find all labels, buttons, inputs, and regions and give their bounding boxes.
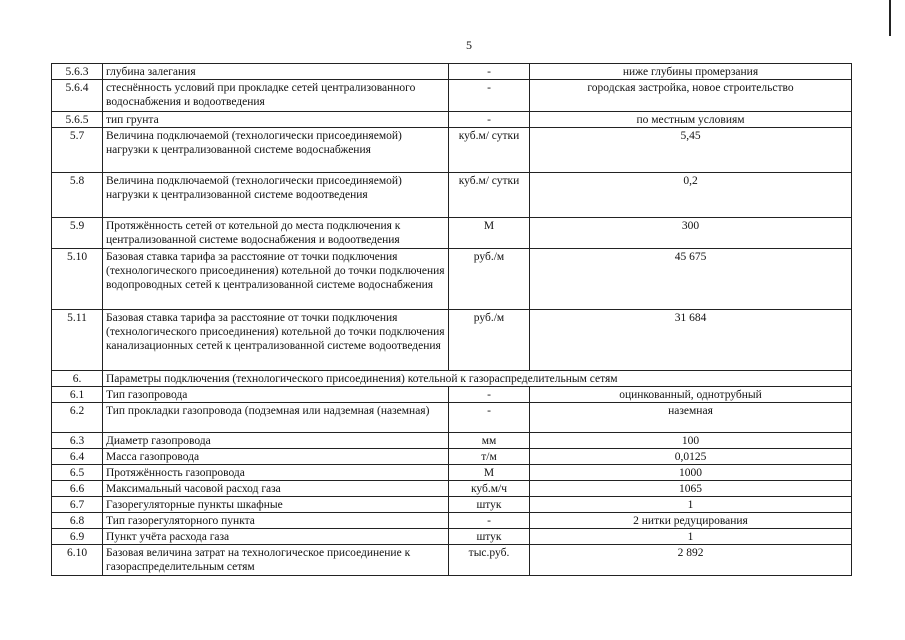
table-row xyxy=(52,310,852,371)
row-value: 2 нитки редуцирования xyxy=(530,513,852,529)
row-unit: руб./м xyxy=(449,249,530,310)
table-row xyxy=(52,112,852,128)
row-unit: тыс.руб. xyxy=(449,545,530,576)
table-row xyxy=(52,387,852,403)
row-number: 6.10 xyxy=(52,545,103,576)
row-value: 1000 xyxy=(530,465,852,481)
scan-edge-line xyxy=(889,0,891,36)
page-number: 5 xyxy=(466,38,472,52)
table-row xyxy=(52,529,852,545)
row-value: 300 xyxy=(530,218,852,249)
row-value: 1065 xyxy=(530,481,852,497)
row-parameter: Тип газорегуляторного пункта xyxy=(103,513,449,529)
table-row xyxy=(52,545,852,576)
row-unit: - xyxy=(449,80,530,112)
table-section-row xyxy=(52,371,852,387)
table-row xyxy=(52,449,852,465)
row-unit: - xyxy=(449,112,530,128)
row-unit: - xyxy=(449,64,530,80)
row-number: 5.6.4 xyxy=(52,80,103,112)
row-value: по местным условиям xyxy=(530,112,852,128)
parameters-table xyxy=(51,63,852,576)
row-parameter: Величина подключаемой (технологически присоединяемой) нагрузки к централизованной системе водоснабжения xyxy=(103,128,449,173)
row-number: 5.11 xyxy=(52,310,103,371)
row-unit: куб.м/ сутки xyxy=(449,128,530,173)
row-number: 6.3 xyxy=(52,433,103,449)
table-row xyxy=(52,497,852,513)
row-number: 6.1 xyxy=(52,387,103,403)
row-parameter: Базовая величина затрат на технологическое присоединение к газораспределительным сетям xyxy=(103,545,449,576)
table-row xyxy=(52,64,852,80)
table-row xyxy=(52,481,852,497)
table-row xyxy=(52,433,852,449)
row-unit: - xyxy=(449,387,530,403)
row-number: 6.7 xyxy=(52,497,103,513)
row-unit: куб.м/ сутки xyxy=(449,173,530,218)
table-row xyxy=(52,173,852,218)
row-unit: М xyxy=(449,218,530,249)
row-value: 0,0125 xyxy=(530,449,852,465)
section-title: Параметры подключения (технологического присоединения) котельной к газораспределительным сетям xyxy=(103,371,852,387)
table-row xyxy=(52,249,852,310)
row-number: 6.8 xyxy=(52,513,103,529)
row-parameter: Пункт учёта расхода газа xyxy=(103,529,449,545)
row-value: оцинкованный, однотрубный xyxy=(530,387,852,403)
row-value: 2 892 xyxy=(530,545,852,576)
row-parameter: глубина залегания xyxy=(103,64,449,80)
row-number: 5.10 xyxy=(52,249,103,310)
row-parameter: Протяжённость сетей от котельной до места подключения к централизованной системе водоснабжения и водоотведения xyxy=(103,218,449,249)
row-number: 5.6.3 xyxy=(52,64,103,80)
row-number: 6.5 xyxy=(52,465,103,481)
row-parameter: Масса газопровода xyxy=(103,449,449,465)
table-row xyxy=(52,218,852,249)
row-parameter: Тип газопровода xyxy=(103,387,449,403)
row-unit: - xyxy=(449,513,530,529)
row-unit: руб./м xyxy=(449,310,530,371)
table-row xyxy=(52,465,852,481)
row-value: 1 xyxy=(530,497,852,513)
row-unit: - xyxy=(449,403,530,433)
row-unit: М xyxy=(449,465,530,481)
row-number: 6.9 xyxy=(52,529,103,545)
row-parameter: Величина подключаемой (технологически присоединяемой) нагрузки к централизованной системе водоотведения xyxy=(103,173,449,218)
row-value: ниже глубины промерзания xyxy=(530,64,852,80)
row-unit: штук xyxy=(449,529,530,545)
row-unit: куб.м/ч xyxy=(449,481,530,497)
section-number: 6. xyxy=(52,371,103,387)
table-row xyxy=(52,403,852,433)
row-unit: мм xyxy=(449,433,530,449)
row-number: 5.9 xyxy=(52,218,103,249)
row-number: 6.4 xyxy=(52,449,103,465)
row-parameter: Базовая ставка тарифа за расстояние от точки подключения (технологического присоединения) котельной до точки подключения канализационных сетей к централизованной системе водоотведения xyxy=(103,310,449,371)
row-number: 5.8 xyxy=(52,173,103,218)
row-number: 5.7 xyxy=(52,128,103,173)
row-parameter: Протяжённость газопровода xyxy=(103,465,449,481)
table-row xyxy=(52,513,852,529)
row-value: 5,45 xyxy=(530,128,852,173)
row-value: 100 xyxy=(530,433,852,449)
row-number: 6.2 xyxy=(52,403,103,433)
row-number: 5.6.5 xyxy=(52,112,103,128)
row-parameter: тип грунта xyxy=(103,112,449,128)
row-value: наземная xyxy=(530,403,852,433)
row-unit: штук xyxy=(449,497,530,513)
row-value: городская застройка, новое строительство xyxy=(530,80,852,112)
row-value: 45 675 xyxy=(530,249,852,310)
row-parameter: Диаметр газопровода xyxy=(103,433,449,449)
row-parameter: Газорегуляторные пункты шкафные xyxy=(103,497,449,513)
row-unit: т/м xyxy=(449,449,530,465)
row-parameter: Максимальный часовой расход газа xyxy=(103,481,449,497)
row-parameter: Тип прокладки газопровода (подземная или надземная (наземная) xyxy=(103,403,449,433)
row-value: 31 684 xyxy=(530,310,852,371)
row-value: 1 xyxy=(530,529,852,545)
table-body xyxy=(52,64,852,576)
table-row xyxy=(52,80,852,112)
row-parameter: стеснённость условий при прокладке сетей централизованного водоснабжения и водоотведения xyxy=(103,80,449,112)
table-row xyxy=(52,128,852,173)
row-parameter: Базовая ставка тарифа за расстояние от точки подключения (технологического присоединения) котельной до точки подключения водопроводных сетей к централизованной системе водоснабжения xyxy=(103,249,449,310)
row-value: 0,2 xyxy=(530,173,852,218)
row-number: 6.6 xyxy=(52,481,103,497)
